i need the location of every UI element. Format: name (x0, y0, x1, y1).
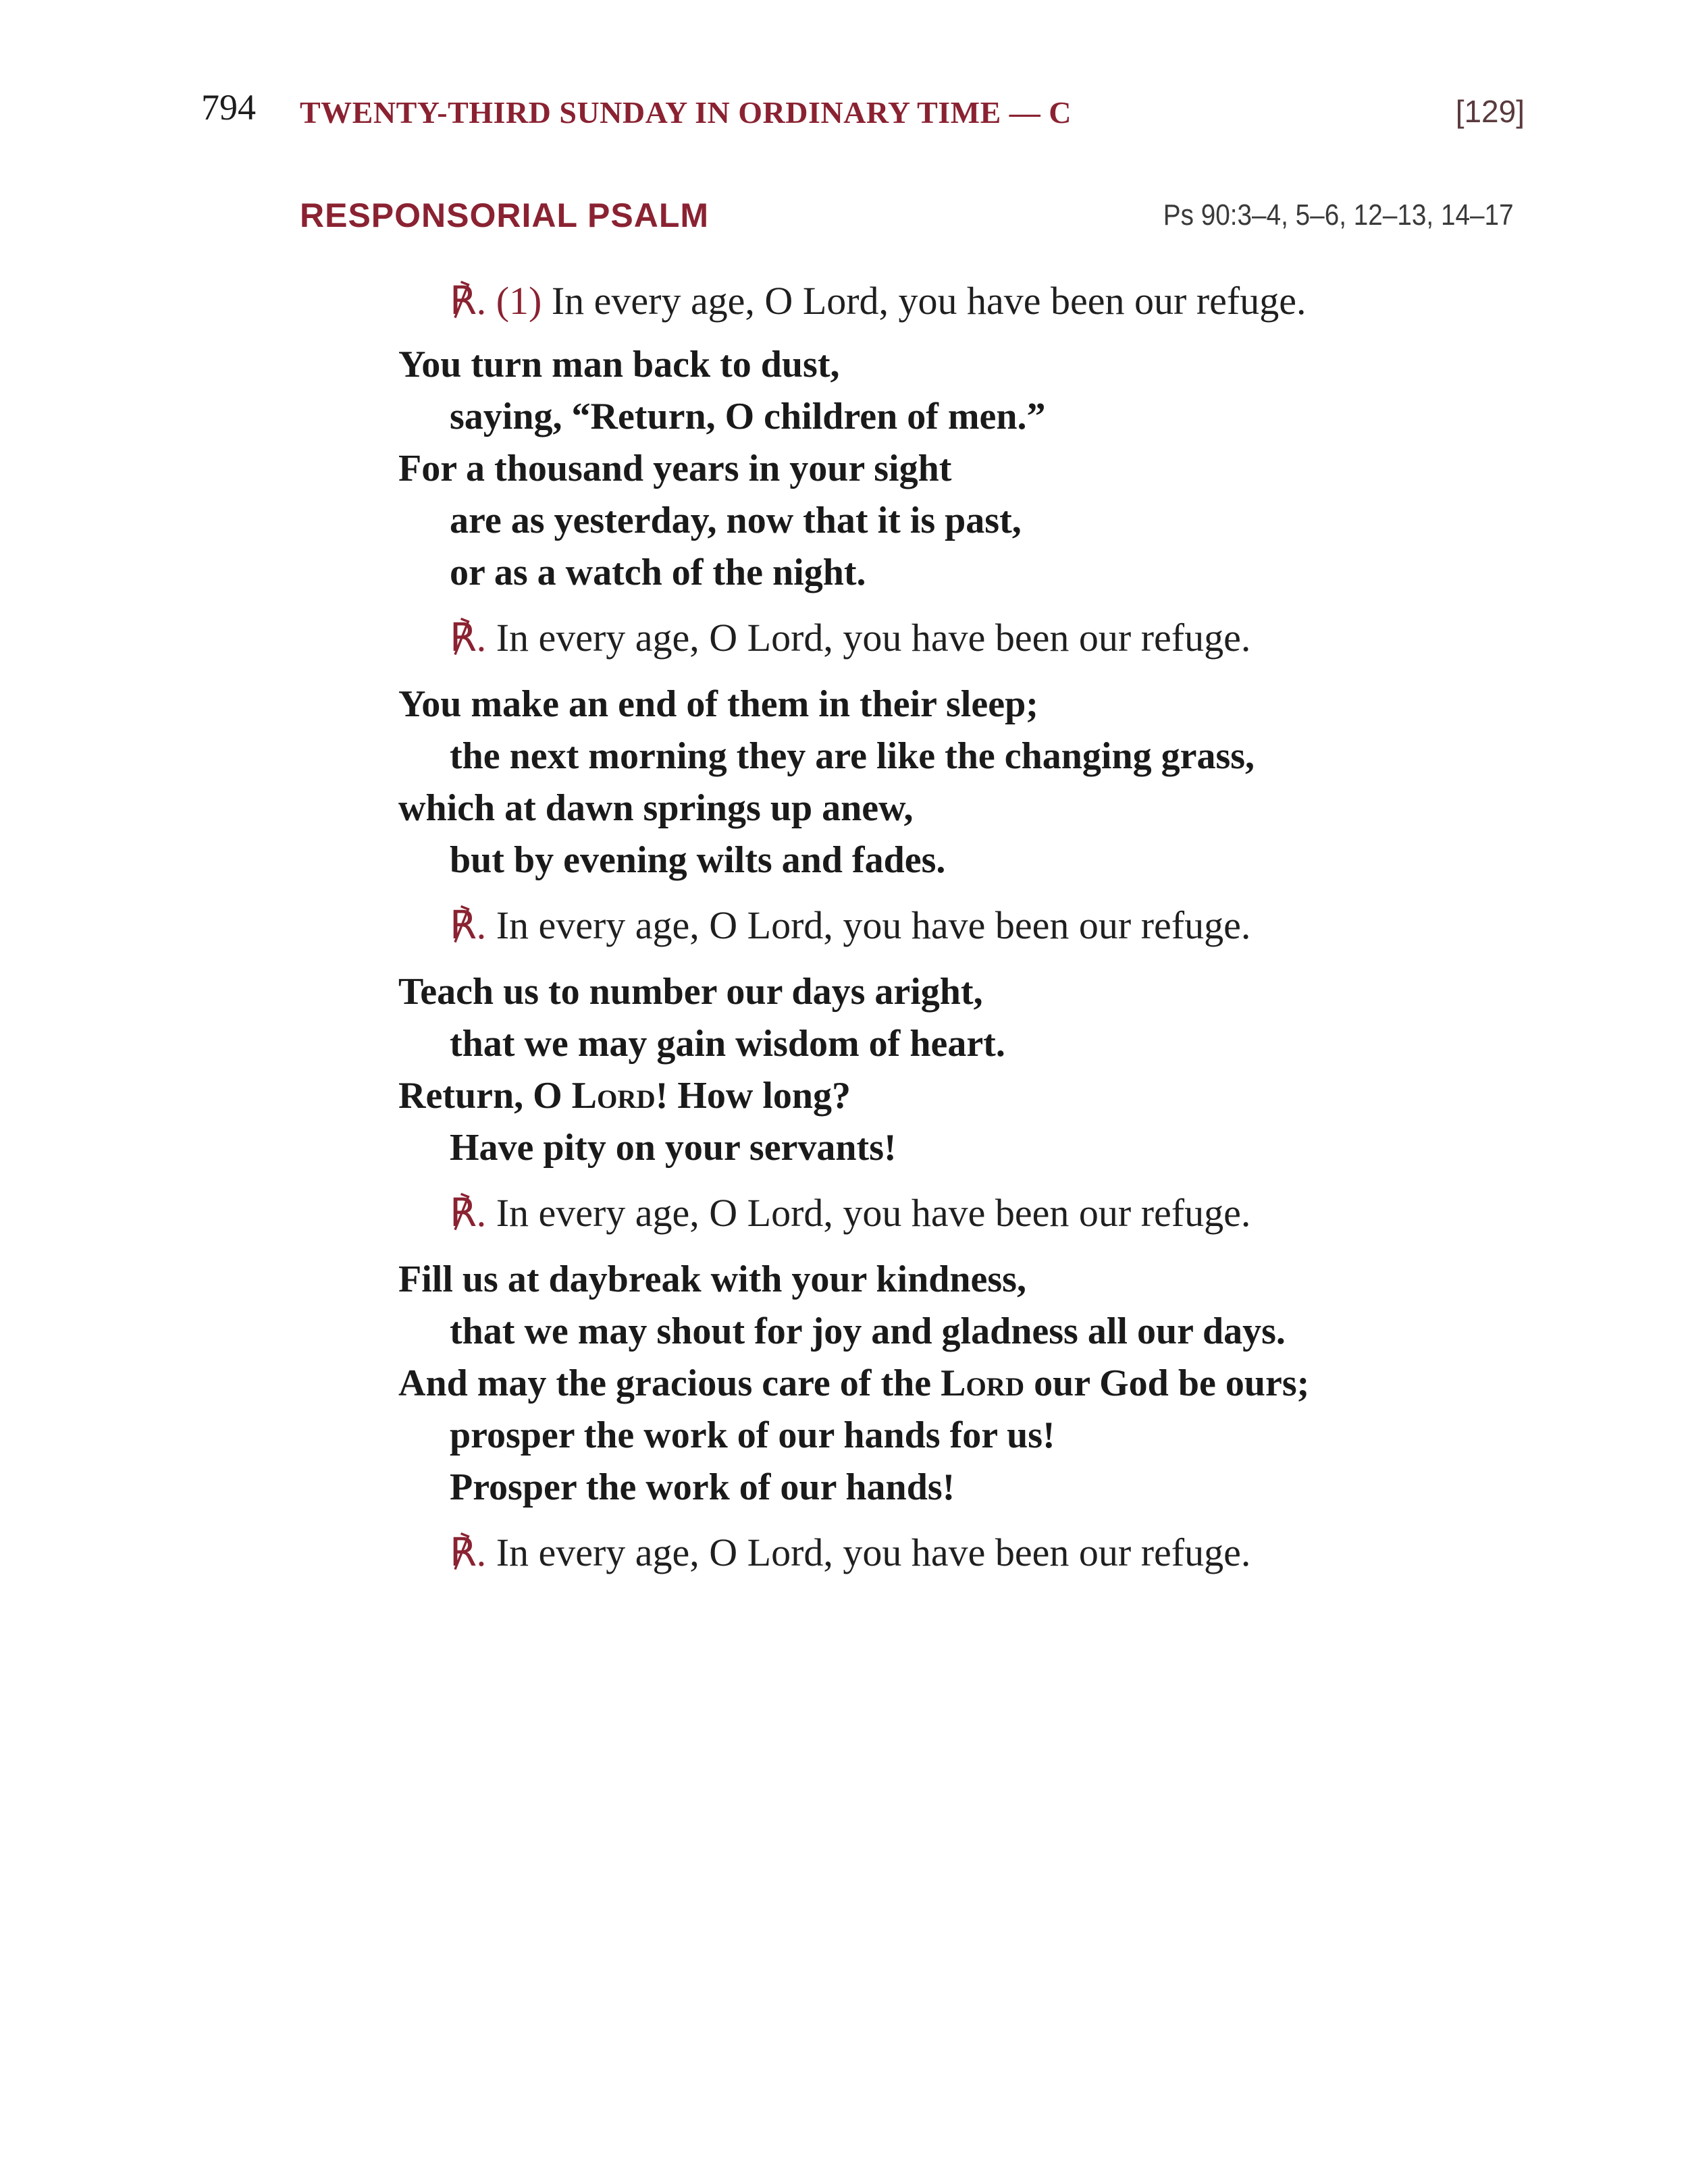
page-number: 794 (201, 87, 256, 128)
lectionary-number: [129] (1455, 94, 1525, 129)
response-line (450, 612, 1506, 664)
verse-line: prosper the work of our hands for us! (450, 1414, 1055, 1456)
verse-line: which at dawn springs up anew, (398, 787, 914, 829)
verse-line: Teach us to number our days aright, (398, 971, 983, 1013)
verse-line: the next morning they are like the changing grass, (450, 735, 1255, 777)
verse-line: are as yesterday, now that it is past, (450, 500, 1022, 541)
running-header (201, 86, 1525, 140)
response-line (450, 275, 1506, 327)
scripture-citation: Ps 90:3–4, 5–6, 12–13, 14–17 (1163, 198, 1514, 232)
verse-line: You make an end of them in their sleep; (398, 683, 1038, 725)
verse-line: that we may shout for joy and gladness all our days. (450, 1310, 1286, 1352)
verse-line: saying, “Return, O children of men.” (450, 396, 1046, 437)
verse-line: Prosper the work of our hands! (450, 1466, 955, 1508)
response-text: In every age, O Lord, you have been our refuge. (496, 903, 1251, 947)
response-line (450, 1527, 1506, 1578)
response-line (450, 900, 1506, 951)
response-line (450, 1188, 1506, 1239)
verse-line (398, 1070, 1506, 1122)
response-verse-number: (1) (496, 279, 542, 323)
verse-line: Fill us at daybreak with your kindness, (398, 1258, 1026, 1300)
stanza-2 (398, 678, 1506, 886)
divine-name-small-caps: Lord (571, 1075, 656, 1117)
verse-line: that we may gain wisdom of heart. (450, 1023, 1005, 1065)
response-symbol: ℟. (450, 1530, 487, 1574)
response-text: In every age, O Lord, you have been our refuge. (496, 1191, 1251, 1235)
divine-name-small-caps: Lord (941, 1362, 1025, 1404)
verse-line: Have pity on your servants! (450, 1127, 897, 1169)
section-heading: RESPONSORIAL PSALM (300, 196, 710, 234)
psalm-body (398, 275, 1506, 1593)
running-title: TWENTY-THIRD SUNDAY IN ORDINARY TIME — C (300, 95, 1072, 130)
response-symbol: ℟. (450, 279, 487, 323)
verse-line: or as a watch of the night. (450, 552, 866, 593)
response-text: In every age, O Lord, you have been our refuge. (496, 1530, 1251, 1574)
verse-line-segment: ! How long? (655, 1075, 851, 1117)
verse-line (398, 1358, 1506, 1410)
verse-line-segment: Return, O (398, 1075, 572, 1117)
response-symbol: ℟. (450, 616, 487, 660)
stanza-3 (398, 966, 1506, 1174)
stanza-4 (398, 1254, 1506, 1514)
verse-line: For a thousand years in your sight (398, 448, 952, 489)
verse-line-segment: our God be ours; (1024, 1362, 1310, 1404)
verse-line: but by evening wilts and fades. (450, 839, 946, 881)
verse-line-segment: And may the gracious care of the (398, 1362, 941, 1404)
verse-line: You turn man back to dust, (398, 344, 840, 385)
stanza-1 (398, 339, 1506, 599)
response-symbol: ℟. (450, 1191, 487, 1235)
response-symbol: ℟. (450, 903, 487, 947)
response-text: In every age, O Lord, you have been our refuge. (551, 279, 1307, 323)
response-text: In every age, O Lord, you have been our refuge. (496, 616, 1251, 660)
